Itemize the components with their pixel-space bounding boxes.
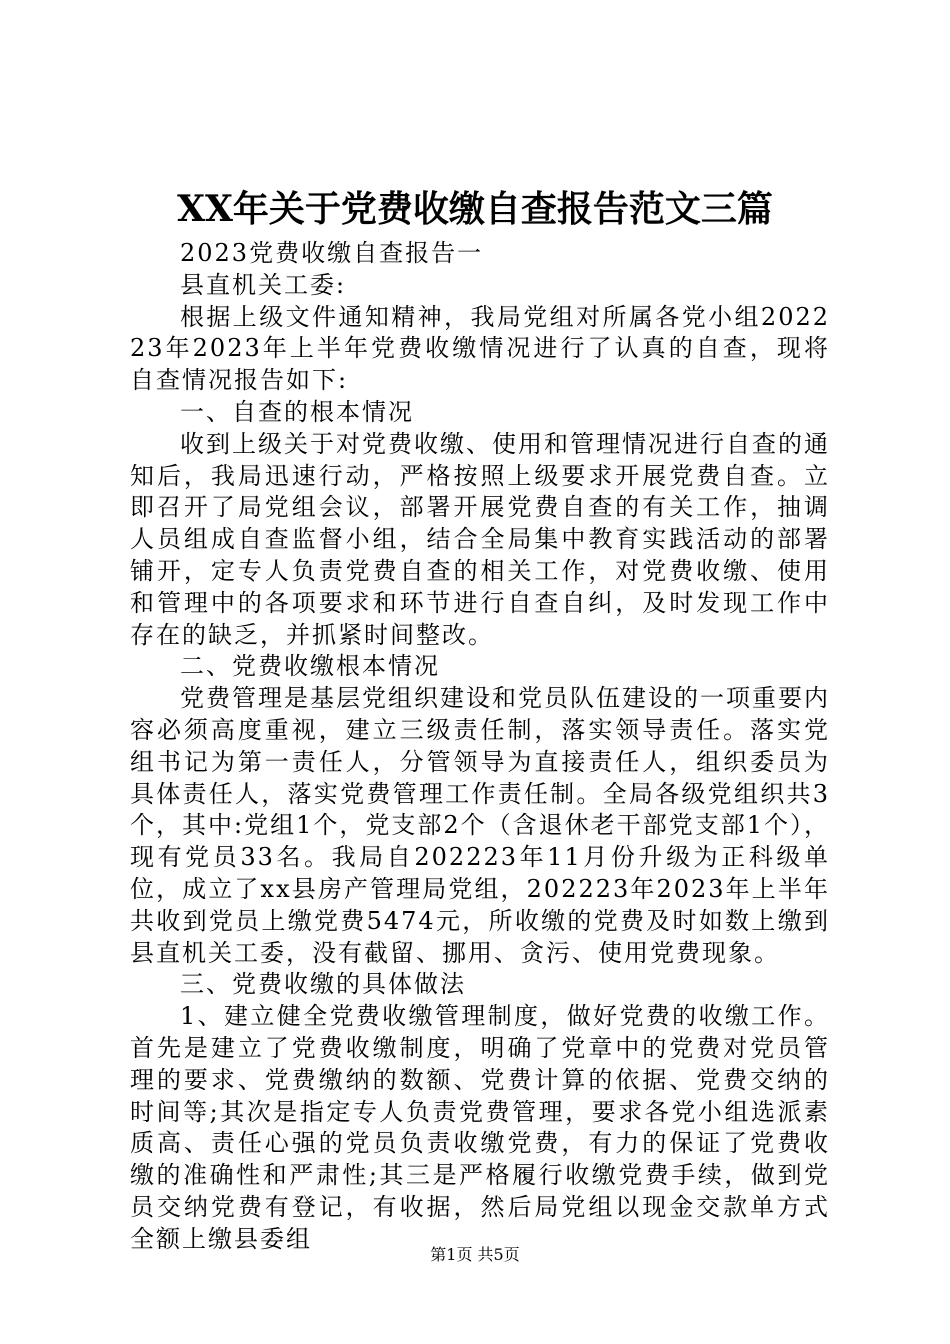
paragraph-section-3: 1、建立健全党费收缴管理制度，做好党费的收缴工作。首先是建立了党费收缴制度，明确了党章中的党费对党员管理的要求、党费缴纳的数额、党费计算的依据、党费交纳的时间等;其次是指定专人负责党费管理，要求各党小组选派素质高、责任心强的党员负责收缴党费，有力的保证了党费收缴的准确性和严肃性;其三是严格履行收缴党费手续，做到党员交纳党费有登记，有收据，然后局党组以现金交款单方式全额上缴县委组 (130, 1002, 830, 1253)
section-heading-1: 一、自查的根本情况 (180, 397, 414, 426)
paragraph-section-2: 党费管理是基层党组织建设和党员队伍建设的一项重要内容必须高度重视，建立三级责任制，落实领导责任。落实党组书记为第一责任人，分管领导为直接责任人，组织委员为具体责任人，落实党费管理工作责任制。全局各级党组织共3个，其中:党组1个，党支部2个（含退休老干部党支部1个），现有党员33名。我局自202223年11月份升级为正科级单位，成立了xx县房产管理局党组，202223年2023年上半年共收到党员上缴党费5474元，所收缴的党费及时如数上缴到县直机关工委，没有截留、挪用、贪污、使用党费现象。 (130, 684, 830, 967)
section-heading-2: 二、党费收缴根本情况 (180, 652, 440, 681)
paragraph-intro: 根据上级文件通知精神，我局党组对所属各党小组202223年2023年上半年党费收缴情况进行了认真的自查，现将自查情况报告如下: (130, 302, 830, 395)
section-heading-3: 三、党费收缴的具体做法 (180, 970, 466, 999)
paragraph-report-heading: 2023党费收缴自查报告一 (180, 239, 484, 267)
paragraph-section-1: 收到上级关于对党费收缴、使用和管理情况进行自查的通知后，我局迅速行动，严格按照上级要求开展党费自查。立即召开了局党组会议，部署开展党费自查的有关工作，抽调人员组成自查监督小组，结合全局集中教育实践活动的部署铺开，定专人负责党费自查的相关工作，对党费收缴、使用和管理中的各项要求和环节进行自查自纠，及时发现工作中存在的缺乏，并抓紧时间整改。 (130, 429, 830, 649)
page-number-footer: 第1页 共5页 (430, 1245, 520, 1264)
document-body (130, 238, 830, 1256)
paragraph-salutation: 县直机关工委: (180, 270, 347, 299)
document-title: XX年关于党费收缴自查报告范文三篇 (177, 188, 773, 230)
